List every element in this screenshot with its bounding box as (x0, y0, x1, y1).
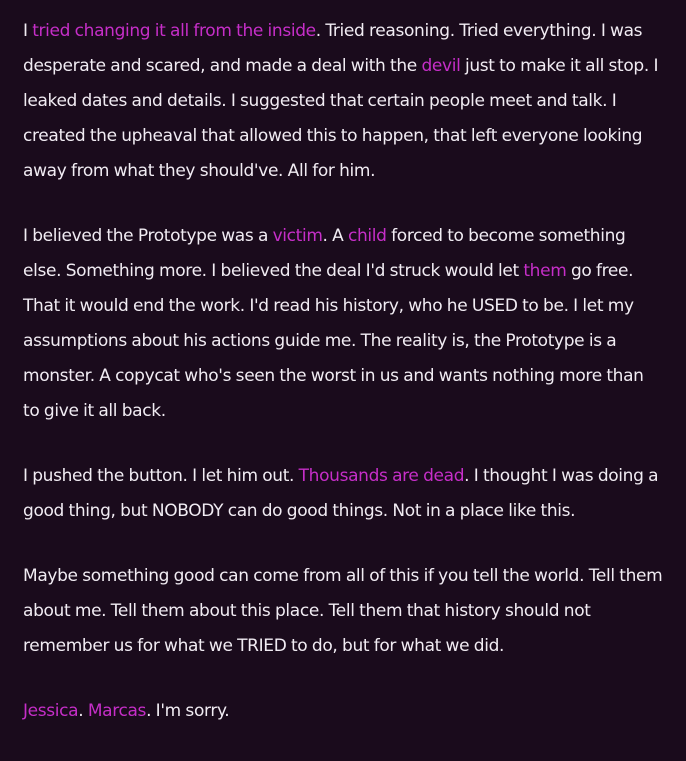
text-segment: I (23, 21, 33, 41)
link-marcas[interactable]: Marcas (87, 701, 147, 721)
link-devil[interactable]: devil (421, 56, 461, 76)
link-victim[interactable]: victim (272, 226, 323, 246)
paragraph-2 (23, 219, 664, 429)
paragraph-3 (23, 459, 664, 529)
link-thousands-are-dead[interactable]: Thousands are dead (298, 466, 465, 486)
text-segment: . A (322, 226, 348, 246)
text-segment: . I'm sorry. (146, 701, 230, 721)
link-jessica[interactable]: Jessica (23, 701, 79, 721)
text-segment: Maybe something good can come from all of this if you tell the world. Tell them about me. Tell them about this place. Tell them that history should not remember us for what we TRIED to do, but for what we did. (23, 566, 663, 656)
link-child[interactable]: child (348, 226, 387, 246)
text-segment: I pushed the button. I let him out. (23, 466, 299, 486)
text-segment: . I thought I was doing a good thing, but NOBODY can do good things. Not in a place like this. (23, 466, 659, 521)
text-segment: just to make it all stop. I leaked dates and details. I suggested that certain people meet and talk. I created the upheaval that allowed this to happen, that left everyone looking away from what they should've. All for him. (23, 56, 659, 181)
text-segment: go free. That it would end the work. I'd read his history, who he USED to be. I let my assumptions about his actions guide me. The reality is, the Prototype is a monster. A copycat who's seen the worst in us and wants nothing more than to give it all back. (23, 261, 644, 421)
text-segment: forced to become something else. Something more. I believed the deal I'd struck would let (23, 226, 626, 281)
text-segment: . Tried reasoning. Tried everything. I was desperate and scared, and made a deal with the (23, 21, 643, 76)
paragraph-5 (23, 694, 664, 729)
paragraph-4 (23, 559, 664, 664)
paragraph-1 (23, 14, 664, 189)
link-them[interactable]: them (523, 261, 567, 281)
text-segment: . (78, 701, 88, 721)
link-tried-changing-it-all[interactable]: tried changing it all from the inside (32, 21, 316, 41)
text-segment: I believed the Prototype was a (23, 226, 273, 246)
